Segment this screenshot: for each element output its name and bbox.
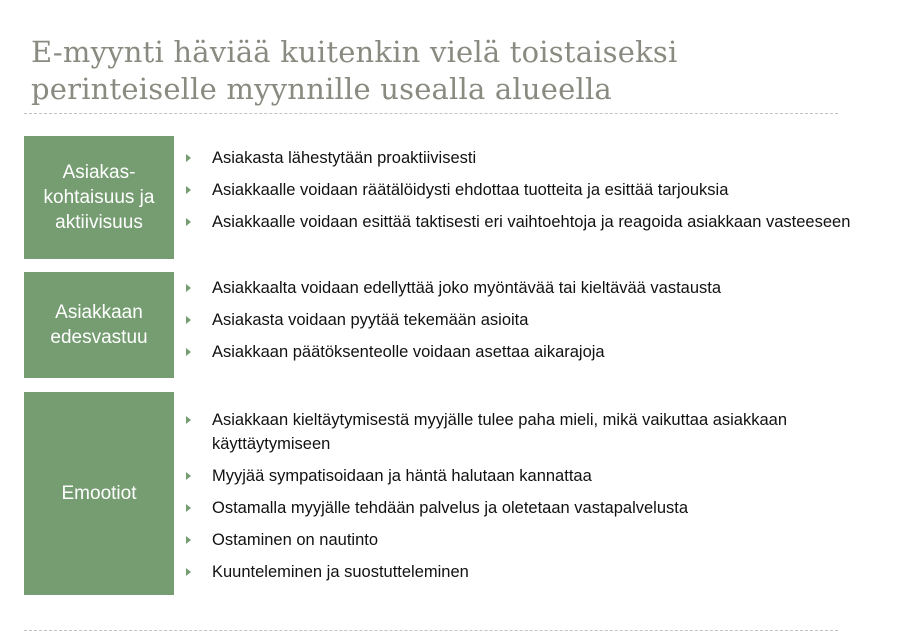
list-item bbox=[184, 464, 852, 488]
section-label-line: kohtaisuus ja bbox=[43, 187, 155, 208]
list-item-text: Asiakasta lähestytään proaktiivisesti bbox=[212, 149, 477, 167]
section-label-line: Asiakkaan bbox=[55, 302, 143, 323]
bullet-list-1 bbox=[184, 146, 852, 242]
list-item-text: Asiakkaan päätöksenteolle voidaan asettaa aikarajoja bbox=[212, 343, 605, 361]
top-divider bbox=[24, 113, 838, 114]
list-item bbox=[184, 308, 852, 332]
list-item-text: Ostamalla myyjälle tehdään palvelus ja oletetaan vastapalvelusta bbox=[212, 499, 689, 517]
list-item-text: Asiakkaalle voidaan esittää taktisesti eri vaihtoehtoja ja reagoida asiakkaan vasteeseen bbox=[212, 213, 851, 231]
triangle-bullet-icon bbox=[186, 416, 191, 424]
list-item bbox=[184, 528, 852, 552]
section-label-line: edesvastuu bbox=[50, 327, 148, 348]
list-item bbox=[184, 340, 852, 364]
list-item-text: Asiakkaalle voidaan räätälöidysti ehdottaa tuotteita ja esittää tarjouksia bbox=[212, 181, 729, 199]
triangle-bullet-icon bbox=[186, 348, 191, 356]
triangle-bullet-icon bbox=[186, 218, 191, 226]
section-label-line: Asiakas- bbox=[62, 162, 136, 183]
triangle-bullet-icon bbox=[186, 186, 191, 194]
triangle-bullet-icon bbox=[186, 568, 191, 576]
list-item bbox=[184, 276, 852, 300]
bottom-divider bbox=[24, 630, 838, 631]
triangle-bullet-icon bbox=[186, 472, 191, 480]
triangle-bullet-icon bbox=[186, 316, 191, 324]
list-item-text: Myyjää sympatisoidaan ja häntä halutaan kannattaa bbox=[212, 467, 592, 485]
slide-title: E-myynti häviää kuitenkin vielä toistaiseksi perinteiselle myynnille usealla alueella bbox=[31, 35, 678, 106]
section-label-box bbox=[24, 272, 174, 378]
list-item bbox=[184, 560, 852, 584]
list-item bbox=[184, 146, 852, 170]
section-label-box bbox=[24, 136, 174, 259]
list-item-text: Ostaminen on nautinto bbox=[212, 531, 379, 549]
bullet-list-3 bbox=[184, 408, 852, 592]
list-item bbox=[184, 408, 852, 456]
triangle-bullet-icon bbox=[186, 504, 191, 512]
list-item-text: Kuunteleminen ja suostutteleminen bbox=[212, 563, 469, 581]
list-item bbox=[184, 496, 852, 520]
list-item-text: Asiakkaalta voidaan edellyttää joko myöntävää tai kieltävää vastausta bbox=[212, 279, 722, 297]
list-item-text: Asiakasta voidaan pyytää tekemään asioita bbox=[212, 311, 529, 329]
section-label-line: aktiivisuus bbox=[55, 212, 143, 233]
section-label-box bbox=[24, 392, 174, 595]
triangle-bullet-icon bbox=[186, 284, 191, 292]
triangle-bullet-icon bbox=[186, 536, 191, 544]
section-label-line: Emootiot bbox=[61, 483, 137, 504]
triangle-bullet-icon bbox=[186, 154, 191, 162]
list-item bbox=[184, 178, 852, 202]
list-item-text: Asiakkaan kieltäytymisestä myyjälle tulee paha mieli, mikä vaikuttaa asiakkaan käyttäytymiseen bbox=[212, 411, 788, 453]
list-item bbox=[184, 210, 852, 234]
bullet-list-2 bbox=[184, 276, 852, 372]
